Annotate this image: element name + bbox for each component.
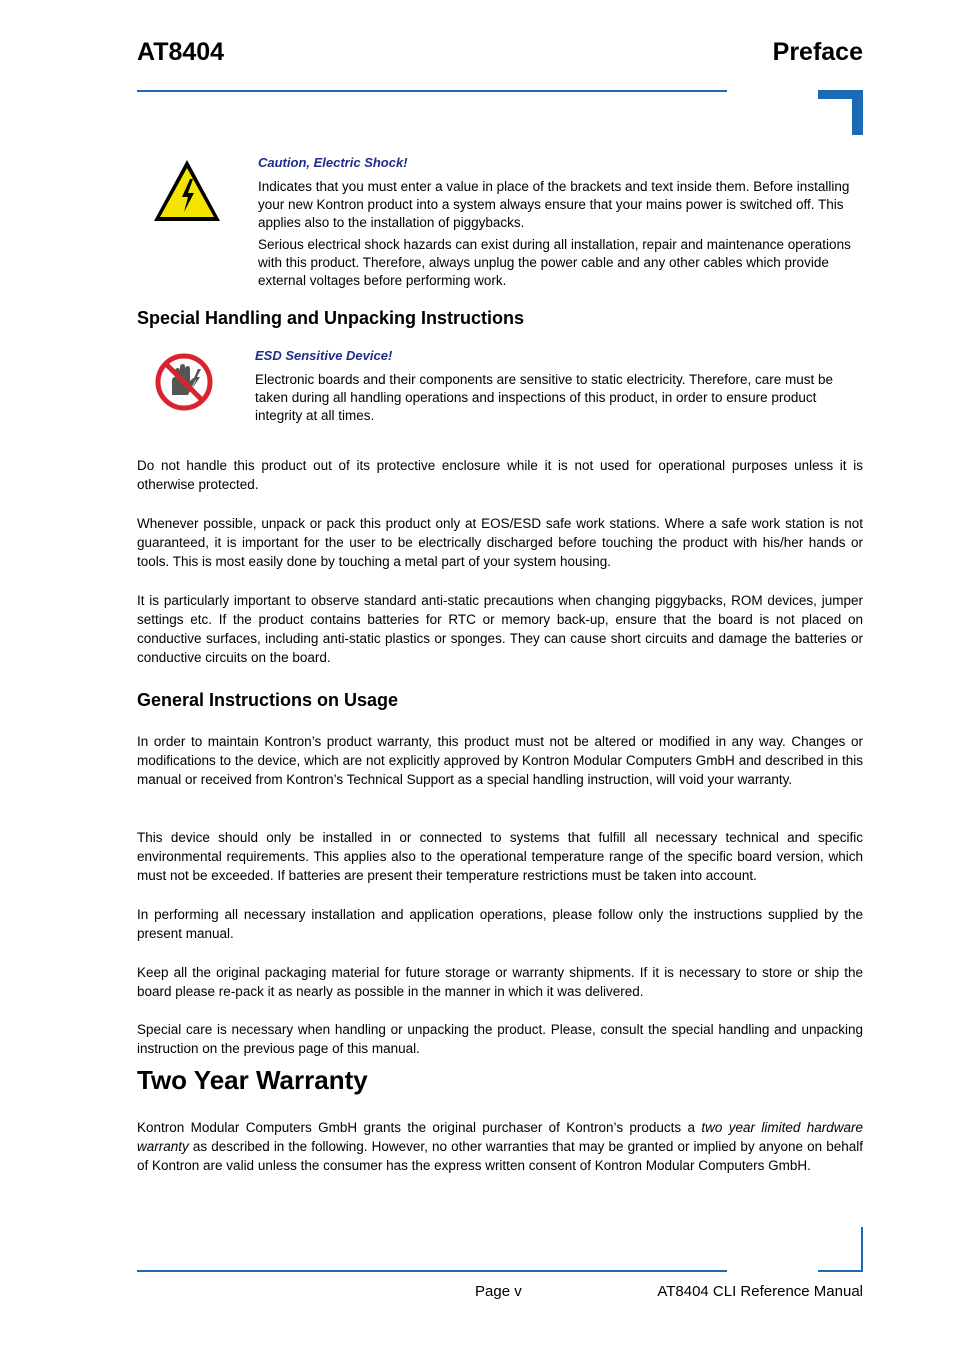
header-product: AT8404	[137, 38, 225, 66]
esd-sensitive-icon	[154, 351, 214, 413]
caution-paragraph-1: Indicates that you must enter a value in place of the brackets and text inside them. Before installing your new Kontron product into a system always ensure that your mains power is switched off. This applies also to the installation of piggybacks.	[258, 179, 850, 230]
warranty-paragraph	[137, 1118, 863, 1175]
general-usage-paragraph: In performing all necessary installation and application operations, please follow only the instructions supplied by the present manual.	[137, 907, 863, 941]
header-corner-mark-vertical	[852, 90, 863, 135]
general-usage-paragraph: Keep all the original packaging material for future storage or warranty shipments. If it is necessary to store or ship the board please re-pack it as nearly as possible in the manner in which it was delivered.	[137, 965, 863, 999]
footer-manual-title: AT8404 CLI Reference Manual	[657, 1283, 863, 1300]
esd-text: Electronic boards and their components are sensitive to static electricity. Therefore, care must be taken during all handling operations and inspections of this product, in order to ensure product integrity at all times.	[255, 372, 834, 423]
header-section: Preface	[772, 38, 863, 66]
special-handling-paragraph: It is particularly important to observe standard anti-static precautions when changing piggybacks, ROM devices, jumper settings etc. If the product contains batteries for RTC or memory back-up, ensure that the board is not placed on conductive surfaces, including anti-static plastics or sponges. They can cause short circuits and damage the batteries or conductive circuits on the board.	[137, 593, 863, 665]
warranty-heading: Two Year Warranty	[137, 1065, 368, 1095]
footer-rule	[137, 1270, 727, 1272]
general-usage-paragraph: Special care is necessary when handling or unpacking the product. Please, consult the special handling and unpacking instruction on the previous page of this manual.	[137, 1022, 863, 1056]
special-handling-heading: Special Handling and Unpacking Instructions	[137, 308, 525, 328]
esd-title: ESD Sensitive Device!	[255, 348, 393, 363]
footer-page-number: Page v	[475, 1283, 522, 1300]
footer-corner-mark-horizontal	[818, 1270, 863, 1272]
special-handling-paragraph: Do not handle this product out of its protective enclosure while it is not used for operational purposes unless it is otherwise protected.	[137, 458, 863, 492]
warranty-text-emphasis: two year limited hardware warranty	[137, 1120, 863, 1154]
general-usage-paragraph: In order to maintain Kontron’s product warranty, this product must not be altered or modified in any way. Changes or modifications to the device, which are not explicitly approved by Kontron Modular Computers GmbH and described in this manual or received from Kontron’s Technical Support as a special handling instruction, will void your warranty.	[137, 734, 863, 787]
electric-shock-warning-icon	[151, 157, 223, 225]
warranty-text-start: Kontron Modular Computers GmbH grants the original purchaser of Kontron’s products a	[137, 1120, 702, 1135]
header-rule	[137, 90, 727, 92]
caution-title: Caution, Electric Shock!	[258, 155, 408, 170]
warranty-text-end: as described in the following. However, no other warranties that may be granted or implied by anyone on behalf of Kontron are valid unless the consumer has the express written consent of Kontron Modular Computers GmbH.	[137, 1139, 863, 1173]
caution-paragraph-2: Serious electrical shock hazards can exist during all installation, repair and maintenance operations with this product. Therefore, always unplug the power cable and any other cables which provide external voltages before performing work.	[258, 237, 851, 288]
general-usage-paragraph: This device should only be installed in or connected to systems that fulfill all necessary technical and specific environmental requirements. This applies also to the operational temperature range of the specific board version, which must not be exceeded. If batteries are present their temperature restrictions must be taken into account.	[137, 830, 863, 883]
general-usage-heading: General Instructions on Usage	[137, 690, 399, 710]
special-handling-paragraph: Whenever possible, unpack or pack this product only at EOS/ESD safe work stations. Where a safe work station is not guaranteed, it is important for the user to be electrically discharged before touching the product with his/her hands or tools. This is most easily done by touching a metal part of your system housing.	[137, 516, 863, 569]
footer-corner-mark	[861, 1227, 863, 1272]
